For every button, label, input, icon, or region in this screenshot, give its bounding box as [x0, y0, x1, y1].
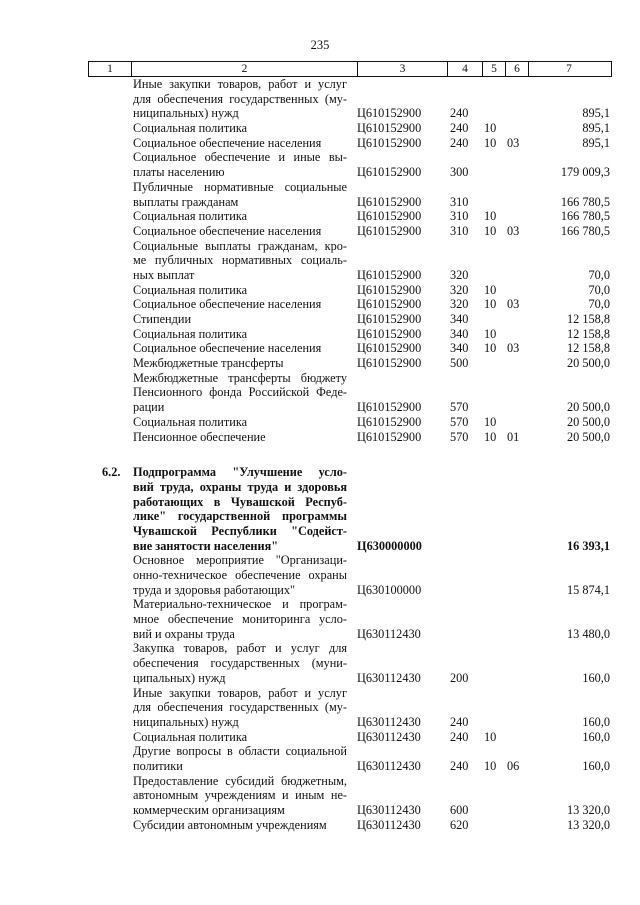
table-row: [0, 480, 640, 495]
row-col-4: 240: [450, 714, 469, 729]
header-col-6: 6: [506, 62, 529, 76]
row-code: Ц610152900: [357, 223, 422, 238]
row-name: лике" государственной программы: [133, 509, 347, 524]
table-row: [0, 553, 640, 568]
table-row: [0, 224, 640, 239]
row-sum: 13 480,0: [566, 626, 610, 641]
table-row: [0, 715, 640, 730]
row-name: выплаты гражданам: [133, 194, 239, 209]
table-row: [0, 774, 640, 789]
table-row: [0, 627, 640, 642]
row-code: Ц630000000: [357, 538, 422, 553]
row-name: платы населению: [133, 165, 225, 180]
row-sum: 160,0: [582, 714, 610, 729]
header-col-3: 3: [358, 62, 448, 76]
row-code: Ц610152900: [357, 267, 422, 282]
row-col-4: 620: [450, 817, 469, 832]
row-col-4: 320: [450, 267, 469, 282]
table-row: [0, 371, 640, 386]
row-sum: 12 158,8: [566, 326, 610, 341]
row-col-4: 340: [450, 341, 469, 356]
table-header: [88, 61, 612, 77]
row-name: Социальное обеспечение и иные вы-: [133, 150, 347, 165]
row-name: Чувашской Республики "Содейст-: [133, 523, 347, 538]
row-sum: 13 320,0: [566, 817, 610, 832]
row-code: Ц610152900: [357, 194, 422, 209]
row-name: рации: [133, 400, 165, 415]
table-row: [0, 509, 640, 524]
row-code: Ц610152900: [357, 326, 422, 341]
table-row: [0, 759, 640, 774]
row-code: Ц610152900: [357, 297, 422, 312]
row-sum: 895,1: [582, 121, 610, 136]
row-name: Социальное обеспечение населения: [133, 223, 322, 238]
row-col-5: 10: [484, 282, 497, 297]
row-sum: 70,0: [588, 297, 610, 312]
row-col-4: 570: [450, 400, 469, 415]
row-code: Ц630100000: [357, 582, 422, 597]
row-name: Пенсионного фонда Российской Феде-: [133, 385, 347, 400]
table-row: [0, 730, 640, 745]
row-col-5: 10: [484, 223, 497, 238]
row-name: Социальное обеспечение населения: [133, 297, 322, 312]
row-name: Межбюджетные трансферты бюджету: [133, 370, 347, 385]
row-name: ниципальных) нужд: [133, 106, 239, 121]
row-name: Социальное обеспечение населения: [133, 135, 322, 150]
row-name: Иные закупки товаров, работ и услуг: [133, 77, 347, 91]
table-row: [0, 671, 640, 686]
row-name: вий и охраны труда: [133, 626, 235, 641]
table-row: [0, 341, 640, 356]
header-col-7: 7: [566, 63, 572, 75]
row-col-5: 10: [484, 429, 497, 444]
table-row: [0, 239, 640, 254]
table-row: [0, 539, 640, 554]
table-row: [0, 312, 640, 327]
table-row: [0, 744, 640, 759]
table-row: [0, 180, 640, 195]
row-name: работающих в Чувашской Респуб-: [133, 494, 347, 509]
row-code: Ц630112430: [357, 714, 421, 729]
row-name: Основное мероприятие "Организаци-: [133, 553, 347, 568]
row-col-4: 500: [450, 356, 469, 371]
row-col-5: 10: [484, 297, 497, 312]
table-row: [0, 327, 640, 342]
row-code: Ц610152900: [357, 356, 422, 371]
row-sum: 12 158,8: [566, 312, 610, 326]
row-code: Ц610152900: [357, 165, 422, 180]
row-sum: 179 009,3: [560, 165, 610, 180]
row-col-5: 10: [484, 121, 497, 136]
row-col-4: 240: [450, 758, 469, 773]
row-col-6: 03: [507, 223, 520, 238]
row-name: для обеспечения государственных (му-: [133, 700, 347, 715]
row-col-5: 10: [484, 209, 497, 224]
row-sum: 20 500,0: [566, 414, 610, 429]
row-code: Ц630112430: [357, 817, 421, 832]
row-name: Публичные нормативные социальные: [133, 179, 347, 194]
row-col-5: 10: [484, 326, 497, 341]
row-code: Ц630112430: [357, 803, 421, 817]
table-row: [0, 568, 640, 583]
row-sum: 16 393,1: [566, 538, 610, 553]
row-code: Ц610152900: [357, 209, 422, 224]
row-col-4: 570: [450, 429, 469, 444]
row-col-4: 200: [450, 670, 469, 685]
row-name: коммерческим организациям: [133, 803, 285, 817]
table-row: [0, 268, 640, 283]
row-name: для обеспечения государственных (му-: [133, 91, 347, 106]
row-col-5: 10: [484, 135, 497, 150]
row-col-5: 10: [484, 414, 497, 429]
row-col-5: 10: [484, 341, 497, 356]
row-name: обеспечения государственных (муни-: [133, 656, 347, 671]
row-sum: 160,0: [582, 670, 610, 685]
row-col-6: 03: [507, 135, 520, 150]
row-sum: 166 780,5: [560, 209, 610, 224]
row-col-5: 10: [484, 758, 497, 773]
row-col-4: 240: [450, 135, 469, 150]
row-sum: 70,0: [588, 282, 610, 297]
row-name: ных выплат: [133, 267, 195, 282]
row-name: ниципальных) нужд: [133, 714, 239, 729]
row-name: автономным учреждениям и иным не-: [133, 788, 347, 803]
table-row: [0, 656, 640, 671]
row-name: Социальная политика: [133, 729, 248, 744]
row-col-4: 300: [450, 165, 469, 180]
row-col-6: 01: [507, 429, 520, 444]
row-code: Ц630112430: [357, 758, 421, 773]
row-col-4: 570: [450, 414, 469, 429]
row-sum: 166 780,5: [560, 194, 610, 209]
row-sum: 20 500,0: [566, 429, 610, 444]
table-row: [0, 788, 640, 803]
row-sum: 20 500,0: [566, 400, 610, 415]
row-name: Социальная политика: [133, 326, 248, 341]
table-row: [0, 150, 640, 165]
row-name: Социальные выплаты гражданам, кро-: [133, 238, 347, 253]
row-name: онно-техническое обеспечение охраны: [133, 568, 347, 582]
page-number: 235: [310, 38, 330, 52]
row-col-4: 600: [450, 803, 469, 817]
row-name: Пенсионное обеспечение: [133, 429, 266, 444]
row-sum: 160,0: [582, 729, 610, 744]
row-name: Социальная политика: [133, 209, 248, 224]
table-row: [0, 121, 640, 136]
row-name: Закупка товаров, работ и услуг для: [133, 641, 347, 656]
row-name: Предоставление субсидий бюджетным,: [133, 773, 347, 788]
table-row: [0, 106, 640, 121]
row-sum: 15 874,1: [566, 582, 610, 597]
row-name: Субсидии автономным учреждениям: [133, 817, 327, 832]
row-col-4: 310: [450, 209, 469, 224]
row-col-5: 10: [484, 729, 497, 744]
row-col-4: 320: [450, 282, 469, 297]
table-row: [0, 253, 640, 268]
row-col-4: 240: [450, 121, 469, 136]
table-row: [0, 92, 640, 107]
row-code: Ц630112430: [357, 729, 421, 744]
table-row: [0, 297, 640, 312]
row-name: Материально-техническое и програм-: [133, 597, 347, 612]
row-code: Ц610152900: [357, 400, 422, 415]
header-col-5: 5: [483, 62, 506, 76]
row-name: ме публичных нормативных социаль-: [133, 253, 347, 268]
row-sum: 895,1: [582, 106, 610, 121]
table-row: [0, 77, 640, 92]
table-row: [0, 700, 640, 715]
row-name: Социальная политика: [133, 121, 248, 136]
row-name: Подпрограмма "Улучшение усло-: [133, 465, 347, 480]
row-name: вие занятости населения": [133, 538, 279, 553]
table-row: [0, 195, 640, 210]
table-row: [0, 612, 640, 627]
table-row: [0, 165, 640, 180]
row-code: Ц610152900: [357, 341, 422, 356]
row-code: Ц610152900: [357, 312, 422, 326]
row-col-4: 240: [450, 106, 469, 121]
table-row: [0, 803, 640, 818]
table-row: [0, 597, 640, 612]
table-row: [0, 283, 640, 298]
row-col-4: 340: [450, 312, 469, 326]
row-name: труда и здоровья работающих": [133, 582, 296, 597]
row-code: Ц610152900: [357, 429, 422, 444]
row-col-4: 310: [450, 223, 469, 238]
row-name: Иные закупки товаров, работ и услуг: [133, 685, 347, 700]
row-sum: 160,0: [582, 758, 610, 773]
row-code: Ц610152900: [357, 121, 422, 136]
row-name: ципальных) нужд: [133, 670, 226, 685]
row-code: Ц610152900: [357, 135, 422, 150]
row-name: мное обеспечение мониторинга усло-: [133, 612, 347, 627]
row-code: Ц610152900: [357, 414, 422, 429]
row-spacer: [0, 444, 640, 465]
row-sum: 895,1: [582, 135, 610, 150]
row-code: Ц610152900: [357, 106, 422, 121]
row-col-6: 03: [507, 341, 520, 356]
table-row: [0, 583, 640, 598]
row-name: Межбюджетные трансферты: [133, 356, 284, 371]
row-col-4: 310: [450, 194, 469, 209]
table-row: [0, 686, 640, 701]
section-number: 6.2.: [102, 465, 121, 480]
table-row: [0, 400, 640, 415]
row-name: Социальная политика: [133, 282, 248, 297]
table-row: [0, 415, 640, 430]
row-code: Ц630112430: [357, 670, 421, 685]
row-name: Стипендии: [133, 312, 192, 326]
table-body: [0, 77, 640, 832]
row-name: вий труда, охраны труда и здоровья: [133, 479, 347, 494]
header-col-1: 1: [89, 62, 132, 76]
row-sum: 12 158,8: [566, 341, 610, 356]
table-row: [0, 465, 640, 480]
table-row: [0, 495, 640, 510]
table-row: [0, 385, 640, 400]
table-row: [0, 209, 640, 224]
table-row: [0, 818, 640, 833]
row-name: Другие вопросы в области социальной: [133, 744, 347, 759]
row-col-4: 240: [450, 729, 469, 744]
row-sum: 166 780,5: [560, 223, 610, 238]
header-col-2: 2: [132, 62, 358, 76]
row-col-4: 340: [450, 326, 469, 341]
row-col-6: 06: [507, 758, 520, 773]
row-code: Ц630112430: [357, 626, 421, 641]
row-name: Социальная политика: [133, 414, 248, 429]
table-row: [0, 430, 640, 445]
row-sum: 20 500,0: [566, 356, 610, 371]
row-name: Социальное обеспечение населения: [133, 341, 322, 356]
table-row: [0, 136, 640, 151]
row-name: политики: [133, 758, 183, 773]
row-col-4: 320: [450, 297, 469, 312]
table-row: [0, 641, 640, 656]
row-code: Ц610152900: [357, 282, 422, 297]
header-col-4: 4: [448, 62, 483, 76]
table-row: [0, 524, 640, 539]
row-sum: 13 320,0: [566, 803, 610, 817]
table-row: [0, 356, 640, 371]
row-sum: 70,0: [588, 267, 610, 282]
row-col-6: 03: [507, 297, 520, 312]
